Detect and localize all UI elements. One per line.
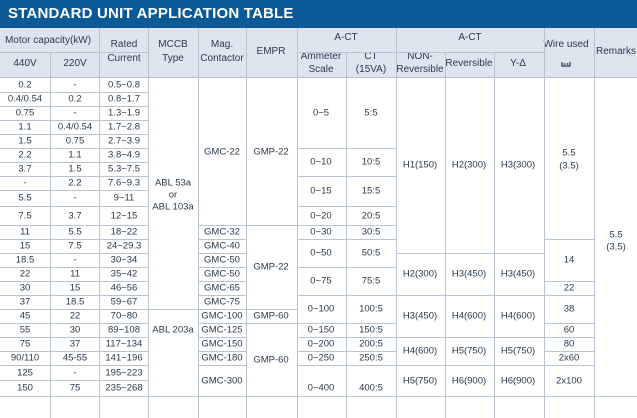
ammeter-scale-cell: 0~400: [307, 382, 335, 394]
cell-440v: 150: [17, 382, 33, 394]
act-y-delta-cell: H6(900): [500, 375, 536, 387]
cell-220v: 1.5: [68, 163, 82, 175]
header-wire-used: Wire used: [543, 39, 589, 50]
header-mag-2: Contactor: [200, 53, 244, 64]
cell-440v: 125: [17, 367, 33, 378]
ammeter-scale-cell: 0~100: [307, 303, 335, 315]
mag-contactor-cell: GMC-180: [201, 352, 243, 364]
ct-cell: 250:5: [359, 352, 383, 364]
act-non-reversible-cell: H4(600): [402, 345, 438, 357]
cell-220v: 15: [69, 282, 81, 294]
cell-rated-current: 46~56: [110, 282, 138, 294]
cell-220v: 1.1: [68, 149, 82, 161]
cell-220v: -: [73, 79, 77, 91]
cell-rated-current: 235~268: [105, 382, 143, 394]
cell-rated-current: 59~67: [110, 296, 138, 308]
header-mccb-2: Type: [162, 53, 184, 64]
cell-220v: 3.7: [68, 210, 82, 221]
header-mag-1: Mag.: [210, 39, 234, 50]
mccb-abl203a: ABL 203a: [152, 324, 194, 336]
cell-220v: 0.75: [65, 135, 85, 147]
header-ct-1: CT: [364, 51, 378, 62]
remarks-cell: (3.5): [606, 241, 626, 253]
mag-contactor-cell: GMC-75: [204, 296, 240, 308]
cell-rated-current: 1.3~1.9: [108, 107, 140, 119]
cell-220v: 7.5: [68, 240, 82, 252]
cell-rated-current: 24~29.3: [106, 240, 142, 252]
act-reversible-cell: H4(600): [451, 310, 487, 322]
ammeter-scale-cell: 0~200: [307, 338, 335, 350]
wire-cell: 60: [563, 324, 575, 336]
ammeter-scale-cell: 0~75: [310, 275, 332, 287]
ammeter-scale-cell: 0~20: [310, 210, 332, 222]
wire-cell: 22: [563, 282, 575, 294]
act-non-reversible-cell: H5(750): [402, 375, 438, 387]
cell-220v: -: [73, 107, 77, 119]
ammeter-scale-cell: 0~150: [307, 324, 335, 336]
mccb-abl53a: ABL 53a: [154, 177, 192, 189]
mag-contactor-cell: GMC-50: [204, 254, 240, 266]
act-y-delta-cell: H5(750): [500, 345, 536, 357]
cell-220v: 30: [69, 324, 81, 336]
act-reversible-cell: H3(450): [451, 268, 487, 280]
cell-rated-current: 12~15: [110, 210, 138, 221]
cell-440v: 75: [19, 338, 31, 350]
header-act-2: A-CT: [458, 32, 482, 43]
cell-220v: 5.5: [68, 226, 82, 238]
cell-440v: 11: [20, 226, 30, 238]
ct-cell: 100:5: [359, 303, 383, 315]
cell-440v: 18.5: [15, 254, 35, 266]
cell-220v: 45-55: [62, 352, 88, 364]
header-nonrev-1: NON-: [407, 51, 433, 62]
ct-cell: 50:5: [361, 247, 381, 259]
cell-440v: -: [23, 177, 27, 189]
cell-220v: 22: [69, 310, 81, 322]
ammeter-scale-cell: 0~50: [310, 247, 332, 259]
header-y-delta: Y-Δ: [510, 58, 526, 69]
act-y-delta-cell: H3(300): [500, 159, 536, 171]
cell-440v: 5.5: [18, 192, 32, 204]
header-remarks: Remarks: [595, 46, 637, 57]
wire-cell: (3.5): [559, 160, 579, 172]
ammeter-scale-cell: 0~15: [310, 185, 332, 197]
header-ct-2: (15VA): [355, 64, 387, 75]
cell-220v: 11: [70, 268, 80, 280]
act-non-reversible-cell: H2(300): [402, 268, 438, 280]
mag-contactor-cell: GMC-100: [201, 310, 243, 322]
cell-220v: -: [73, 367, 77, 378]
header-rated-2: Current: [107, 53, 141, 64]
header-ammeter-2: Scale: [308, 64, 334, 75]
act-y-delta-cell: H4(600): [500, 310, 536, 322]
act-reversible-cell: H2(300): [451, 159, 487, 171]
cell-220v: 18.5: [65, 296, 85, 308]
cell-rated-current: 35~42: [110, 268, 138, 280]
cell-440v: 0.75: [15, 107, 35, 119]
header-mccb-1: MCCB: [158, 39, 188, 50]
cell-440v: 7.5: [18, 210, 32, 221]
cell-220v: 37: [69, 338, 81, 350]
cell-440v: 15: [19, 240, 31, 252]
cell-220v: 0.2: [68, 93, 82, 105]
ammeter-scale-cell: 0~30: [310, 226, 332, 238]
cell-220v: -: [73, 192, 77, 204]
empr-cell: GMP-60: [253, 310, 289, 322]
cell-rated-current: 0.5~0.8: [108, 79, 140, 91]
mag-contactor-cell: GMC-40: [204, 240, 240, 252]
ct-cell: 75:5: [361, 275, 381, 287]
header-ammeter-1: Ammeter: [300, 51, 342, 62]
mag-contactor-cell: GMC-125: [201, 324, 243, 336]
empr-cell: GMP-22: [253, 146, 289, 158]
ct-cell: 15:5: [361, 185, 381, 197]
mag-contactor-cell: GMC-65: [204, 282, 240, 294]
header-reversible: Reversible: [445, 58, 493, 69]
cell-220v: 75: [69, 382, 81, 394]
cell-rated-current: 30~34: [110, 254, 138, 266]
header-act-1: A-CT: [334, 32, 358, 43]
cell-440v: 22: [19, 268, 31, 280]
ct-cell: 10:5: [361, 156, 381, 168]
cell-rated-current: 195~223: [105, 367, 143, 378]
mag-contactor-cell: GMC-300: [201, 375, 243, 387]
cell-rated-current: 3.8~4.9: [108, 149, 140, 161]
mag-contactor-cell: GMC-22: [204, 146, 240, 158]
act-non-reversible-cell: H3(450): [402, 310, 438, 322]
cell-rated-current: 70~80: [110, 310, 138, 322]
cell-rated-current: 7.6~9.3: [108, 177, 140, 189]
cell-440v: 0.2: [18, 79, 32, 91]
header-rated-1: Rated: [110, 39, 138, 50]
cell-rated-current: 5.3~7.5: [108, 163, 140, 175]
mag-contactor-cell: GMC-150: [201, 338, 243, 350]
header-220v: 220V: [63, 58, 87, 69]
act-non-reversible-cell: H1(150): [402, 159, 438, 171]
cell-rated-current: 2.7~3.9: [108, 135, 140, 147]
wire-cell: 2x100: [556, 375, 582, 387]
cell-440v: 90/110: [10, 352, 40, 364]
ct-cell: 30:5: [361, 226, 381, 238]
ammeter-scale-cell: 0~10: [310, 156, 332, 168]
header-empr: EMPR: [256, 46, 286, 57]
cell-220v: 0.4/0.54: [57, 121, 93, 133]
mag-contactor-cell: GMC-50: [204, 268, 240, 280]
act-reversible-cell: H5(750): [451, 345, 487, 357]
cell-rated-current: 9~11: [113, 192, 135, 204]
wire-cell: 2x60: [558, 352, 580, 364]
ct-cell: 150:5: [359, 324, 383, 336]
cell-440v: 45: [19, 310, 31, 322]
cell-rated-current: 117~134: [105, 338, 143, 350]
cell-rated-current: 1.7~2.8: [108, 121, 140, 133]
mccb-abl103a: ABL 103a: [152, 201, 194, 213]
ct-cell: 200:5: [359, 338, 383, 350]
cell-rated-current: 89~108: [108, 324, 140, 336]
cell-440v: 55: [19, 324, 31, 336]
wire-cell: 80: [563, 338, 575, 350]
cell-440v: 30: [19, 282, 31, 294]
ct-cell: 400:5: [359, 382, 383, 394]
empr-cell: GMP-22: [253, 261, 289, 273]
ammeter-scale-cell: 0~5: [312, 107, 330, 119]
wire-cell: 38: [563, 303, 575, 315]
ct-cell: 5:5: [364, 107, 378, 119]
cell-440v: 3.7: [18, 163, 32, 175]
mccb-or: or: [168, 189, 178, 201]
table-title: STANDARD UNIT APPLICATION TABLE: [8, 5, 294, 22]
mag-contactor-cell: GMC-32: [204, 226, 240, 238]
cell-220v: -: [73, 254, 77, 266]
wire-cell: 5.5: [562, 147, 576, 159]
act-reversible-cell: H6(900): [451, 375, 487, 387]
ct-cell: 20:5: [361, 210, 381, 222]
act-y-delta-cell: H3(450): [500, 268, 536, 280]
ammeter-scale-cell: 0~250: [307, 352, 335, 364]
cell-440v: 37: [19, 296, 31, 308]
cell-rated-current: 141~196: [105, 352, 143, 364]
cell-440v: 1.1: [18, 121, 32, 133]
cell-rated-current: 0.8~1.7: [108, 93, 140, 105]
cell-440v: 1.5: [18, 135, 32, 147]
header-nonrev-2: Reversible: [396, 64, 444, 75]
cell-220v: 2.2: [68, 177, 82, 189]
cell-440v: 0.4/0.54: [7, 93, 43, 105]
wire-cell: 14: [563, 254, 575, 266]
empr-cell: GMP-60: [253, 354, 289, 366]
header-440v: 440V: [13, 58, 37, 69]
header-motor-capacity: Motor capacity(kW): [4, 35, 92, 46]
remarks-cell: 5.5: [609, 229, 623, 241]
cell-rated-current: 18~22: [110, 226, 138, 238]
cell-440v: 2.2: [18, 149, 32, 161]
